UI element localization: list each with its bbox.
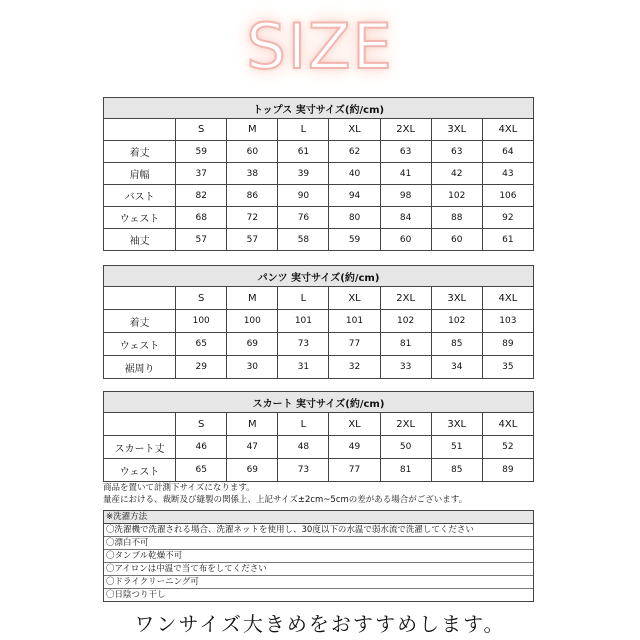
row-label: ウェスト (104, 459, 176, 482)
size-header-cell: L (278, 413, 329, 436)
measurement-cell: 61 (278, 141, 329, 163)
measurement-cell: 31 (278, 356, 329, 379)
size-header-cell: 3XL (431, 287, 482, 310)
measurement-cell: 101 (278, 310, 329, 333)
measurement-cell: 57 (227, 229, 278, 251)
table-row (104, 163, 534, 185)
measurement-cell: 89 (482, 459, 533, 482)
measurement-cell: 63 (380, 141, 431, 163)
measurement-cell: 77 (329, 459, 380, 482)
measurement-cell: 57 (176, 229, 227, 251)
measurement-cell: 98 (380, 185, 431, 207)
measurement-cell: 40 (329, 163, 380, 185)
size-header-cell: M (227, 287, 278, 310)
table-row (104, 356, 534, 379)
measurement-cell: 52 (482, 436, 533, 459)
measurement-cell: 103 (482, 310, 533, 333)
measurement-cell: 88 (431, 207, 482, 229)
measurement-cell: 29 (176, 356, 227, 379)
row-label: ウェスト (104, 333, 176, 356)
note-tolerance: 量産における、裁断及び縫製の関係上、上記サイズ±2cm~5cmの差がある場合がございます。 (103, 495, 468, 505)
size-header-cell: S (176, 287, 227, 310)
row-label: 肩幅 (104, 163, 176, 185)
measurement-cell: 65 (176, 333, 227, 356)
row-label: バスト (104, 185, 176, 207)
table-caption: スカート 実寸サイズ(約/cm) (104, 392, 534, 413)
measurement-cell: 60 (227, 141, 278, 163)
note-measurement: 商品を置いて計測下サイズになります。 (103, 483, 255, 493)
table-row (104, 229, 534, 251)
table-row (104, 185, 534, 207)
size-header-cell: XL (329, 413, 380, 436)
pants-size-table (103, 265, 534, 379)
size-header-cell: 2XL (380, 119, 431, 141)
measurement-cell: 102 (431, 185, 482, 207)
measurement-cell: 42 (431, 163, 482, 185)
measurement-cell: 102 (380, 310, 431, 333)
skirt-size-table (103, 391, 534, 482)
row-label: 裾周り (104, 356, 176, 379)
size-header-cell: XL (329, 119, 380, 141)
measurement-cell: 49 (329, 436, 380, 459)
care-item-iron: 〇アイロンは中温で当て布をしてください (104, 562, 533, 575)
measurement-cell: 76 (278, 207, 329, 229)
measurement-cell: 64 (482, 141, 533, 163)
measurement-cell: 60 (431, 229, 482, 251)
size-header-cell: 4XL (482, 287, 533, 310)
measurement-cell: 37 (176, 163, 227, 185)
measurement-cell: 39 (278, 163, 329, 185)
tops-size-table (103, 97, 534, 251)
table-caption-row (104, 98, 534, 119)
measurement-cell: 63 (431, 141, 482, 163)
size-header-cell: 3XL (431, 119, 482, 141)
measurement-cell: 32 (329, 356, 380, 379)
measurement-cell: 81 (380, 333, 431, 356)
table-row (104, 310, 534, 333)
row-label: スカート丈 (104, 436, 176, 459)
size-header-cell: 3XL (431, 413, 482, 436)
measurement-cell: 89 (482, 333, 533, 356)
care-item-shade-dry: 〇日陰つり干し (104, 588, 533, 601)
measurement-cell: 46 (176, 436, 227, 459)
size-header-row (104, 287, 534, 310)
measurement-cell: 81 (380, 459, 431, 482)
measurement-cell: 69 (227, 459, 278, 482)
measurement-cell: 62 (329, 141, 380, 163)
row-label: 袖丈 (104, 229, 176, 251)
table-row (104, 333, 534, 356)
care-title: ※洗濯方法 (104, 511, 533, 524)
measurement-cell: 101 (329, 310, 380, 333)
size-header-row (104, 119, 534, 141)
measurement-cell: 51 (431, 436, 482, 459)
measurement-cell: 41 (380, 163, 431, 185)
table-caption-row (104, 392, 534, 413)
measurement-cell: 50 (380, 436, 431, 459)
measurement-cell: 73 (278, 459, 329, 482)
measurement-cell: 65 (176, 459, 227, 482)
size-title: SIZE (246, 10, 394, 83)
measurement-cell: 48 (278, 436, 329, 459)
measurement-cell: 68 (176, 207, 227, 229)
measurement-cell: 82 (176, 185, 227, 207)
size-header-row (104, 413, 534, 436)
measurement-cell: 59 (176, 141, 227, 163)
measurement-cell: 30 (227, 356, 278, 379)
table-caption: トップス 実寸サイズ(約/cm) (104, 98, 534, 119)
table-row (104, 207, 534, 229)
row-label: ウェスト (104, 207, 176, 229)
header-blank-cell (104, 287, 176, 310)
size-header-cell: M (227, 413, 278, 436)
table-row (104, 141, 534, 163)
table-row (104, 459, 534, 482)
care-instructions (103, 510, 534, 602)
table-caption-row (104, 266, 534, 287)
care-item-wash: 〇洗濯機で洗濯される場合、洗濯ネットを使用し、30度以下の水温で弱水流で洗濯してください (106, 525, 474, 535)
measurement-cell: 35 (482, 356, 533, 379)
measurement-cell: 59 (329, 229, 380, 251)
row-label: 着丈 (104, 310, 176, 333)
measurement-cell: 100 (176, 310, 227, 333)
measurement-cell: 80 (329, 207, 380, 229)
size-header-cell: XL (329, 287, 380, 310)
measurement-cell: 100 (227, 310, 278, 333)
measurement-cell: 90 (278, 185, 329, 207)
measurement-cell: 33 (380, 356, 431, 379)
size-recommendation: ワンサイズ大きめをおすすめします。 (134, 612, 506, 636)
measurement-cell: 47 (227, 436, 278, 459)
measurement-cell: 77 (329, 333, 380, 356)
size-header-cell: L (278, 287, 329, 310)
header-blank-cell (104, 413, 176, 436)
measurement-cell: 106 (482, 185, 533, 207)
measurement-cell: 60 (380, 229, 431, 251)
measurement-cell: 85 (431, 333, 482, 356)
measurement-cell: 38 (227, 163, 278, 185)
measurement-cell: 58 (278, 229, 329, 251)
measurement-cell: 84 (380, 207, 431, 229)
size-header-cell: 4XL (482, 119, 533, 141)
measurement-cell: 86 (227, 185, 278, 207)
measurement-cell: 61 (482, 229, 533, 251)
size-header-cell: 4XL (482, 413, 533, 436)
measurement-cell: 69 (227, 333, 278, 356)
measurement-cell: 102 (431, 310, 482, 333)
care-item-no-bleach: 〇漂白不可 (104, 536, 533, 549)
size-header-cell: 2XL (380, 413, 431, 436)
table-row (104, 436, 534, 459)
measurement-cell: 34 (431, 356, 482, 379)
size-header-cell: L (278, 119, 329, 141)
measurement-cell: 94 (329, 185, 380, 207)
size-header-cell: M (227, 119, 278, 141)
care-item-no-tumble: 〇タンブル乾燥不可 (104, 549, 533, 562)
measurement-cell: 72 (227, 207, 278, 229)
measurement-cell: 85 (431, 459, 482, 482)
measurement-cell: 43 (482, 163, 533, 185)
measurement-cell: 92 (482, 207, 533, 229)
size-header-cell: 2XL (380, 287, 431, 310)
size-header-cell: S (176, 119, 227, 141)
header-blank-cell (104, 119, 176, 141)
table-caption: パンツ 実寸サイズ(約/cm) (104, 266, 534, 287)
size-header-cell: S (176, 413, 227, 436)
care-item-dry-clean: 〇ドライクリーニング可 (104, 575, 533, 588)
row-label: 着丈 (104, 141, 176, 163)
measurement-cell: 73 (278, 333, 329, 356)
